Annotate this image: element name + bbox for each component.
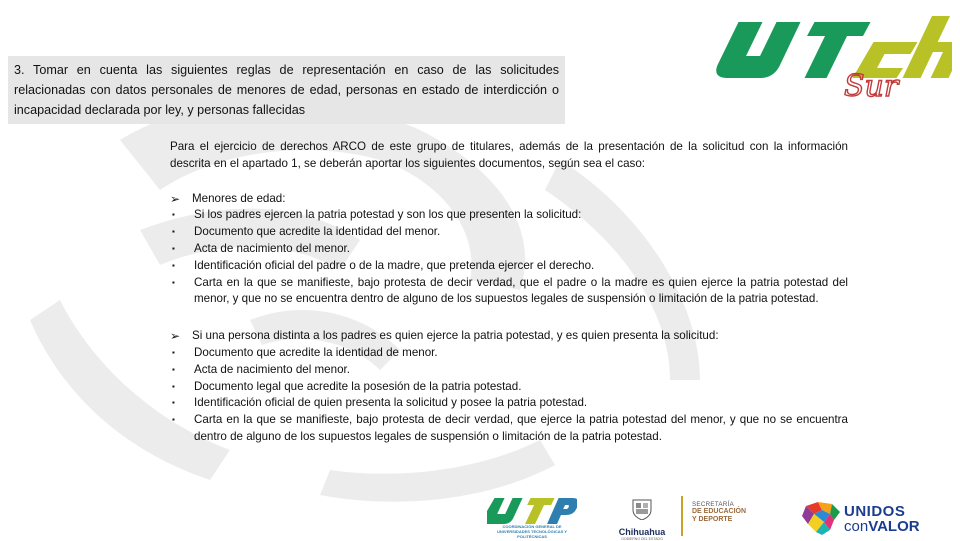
list-item-text: Identificación oficial del padre o de la madre, que pretenda ejercer el derecho. xyxy=(194,258,595,272)
list-item-text: Identificación oficial de quien presenta la solicitud y posee la patria potestad. xyxy=(194,396,588,410)
chihuahua-name: Chihuahua xyxy=(618,527,666,537)
section-title: 3. Tomar en cuenta las siguientes reglas de representación en caso de las solicitudes relacionadas con datos personales de menores de edad, personas en estado de interdicción o incapacidad declarada por ley, y personas fallecidas xyxy=(8,56,565,124)
con-valor-text xyxy=(844,518,920,535)
utp-mark-icon xyxy=(487,496,577,526)
list-item xyxy=(170,207,848,224)
con-word: con xyxy=(844,518,869,535)
main-content xyxy=(170,139,848,466)
list-item xyxy=(170,362,848,379)
bullet-icon: ▪ xyxy=(172,364,175,374)
list-item-text: Carta en la que se manifieste, bajo protesta de decir verdad, que ejerce la patria potestad del menor, y que no se encuentra dentro de alguno de los supuestos legales de suspensión o limitación de la patria potestad. xyxy=(194,413,848,443)
bullet-icon: ▪ xyxy=(172,260,175,270)
section-heading: Si una persona distinta a los padres es quien ejerce la patria potestad, y es quien presenta la solicitud: xyxy=(192,329,719,343)
list-item-text: Acta de nacimiento del menor. xyxy=(194,362,350,376)
unidos-con-valor-logo xyxy=(800,500,950,536)
unidos-word: UNIDOS xyxy=(844,503,906,520)
bullet-icon: ▪ xyxy=(172,243,175,253)
arrow-bullet-icon: ➢ xyxy=(170,191,181,206)
bullet-icon: ▪ xyxy=(172,415,175,425)
list-item xyxy=(170,224,848,241)
list-item xyxy=(170,275,848,309)
list-item xyxy=(170,379,848,396)
list-item xyxy=(170,241,848,258)
list-item xyxy=(170,395,848,412)
logo-script-text: Sur xyxy=(844,69,899,104)
state-map-icon xyxy=(800,500,842,536)
bullet-icon: ▪ xyxy=(172,381,175,391)
chihuahua-shield-icon xyxy=(630,498,654,520)
arrow-bullet-icon: ➢ xyxy=(170,329,181,344)
list-item xyxy=(170,345,848,362)
list-item-text: Acta de nacimiento del menor. xyxy=(194,241,350,255)
list-item-text: Documento que acredite la identidad del menor. xyxy=(194,225,441,239)
bullet-icon: ▪ xyxy=(172,347,175,357)
logo-divider xyxy=(681,496,683,536)
chihuahua-logo xyxy=(610,498,674,541)
chihuahua-sub: GOBIERNO DEL ESTADO xyxy=(621,537,663,541)
bullet-icon: ▪ xyxy=(172,210,175,220)
utp-caption: COORDINACIÓN GENERAL DE UNIVERSIDADES TECNOLÓGICAS Y POLITÉCNICAS xyxy=(497,524,567,539)
utch-sur-logo xyxy=(712,8,952,104)
secretaria-logo xyxy=(692,501,782,524)
valor-word: VALOR xyxy=(868,518,920,535)
section-minors xyxy=(170,191,848,309)
secretaria-line2: DE EDUCACIÓN xyxy=(692,508,747,515)
bullet-icon: ▪ xyxy=(172,398,175,408)
intro-paragraph: Para el ejercicio de derechos ARCO de este grupo de titulares, además de la presentación de la solicitud con la información descrita en el apartado 1, se deberán aportar los siguientes documentos, según sea el caso: xyxy=(170,140,848,170)
list-item xyxy=(170,412,848,446)
utp-logo xyxy=(487,496,577,539)
list-item-text: Documento legal que acredite la posesión de la patria potestad. xyxy=(194,379,522,393)
section-other-guardian xyxy=(170,328,848,446)
section-heading: Menores de edad: xyxy=(192,191,286,205)
section-heading-row xyxy=(170,191,848,208)
secretaria-line1: SECRETARÍA xyxy=(692,501,735,508)
bullet-icon: ▪ xyxy=(172,277,175,287)
list-item xyxy=(170,258,848,275)
bullet-icon: ▪ xyxy=(172,227,175,237)
section-heading-row xyxy=(170,328,848,345)
list-item-text: Documento que acredite la identidad de menor. xyxy=(194,345,438,359)
secretaria-line3: Y DEPORTE xyxy=(692,516,733,523)
list-item-text: Si los padres ejercen la patria potestad y son los que presenten la solicitud: xyxy=(194,208,582,222)
list-item-text: Carta en la que se manifieste, bajo protesta de decir verdad, que el padre o la madre es quien ejerce la patria potestad del menor, y que no se encuentra dentro de alguno de los supuestos legales de suspensión o limitación de la patria potestad. xyxy=(194,275,848,306)
